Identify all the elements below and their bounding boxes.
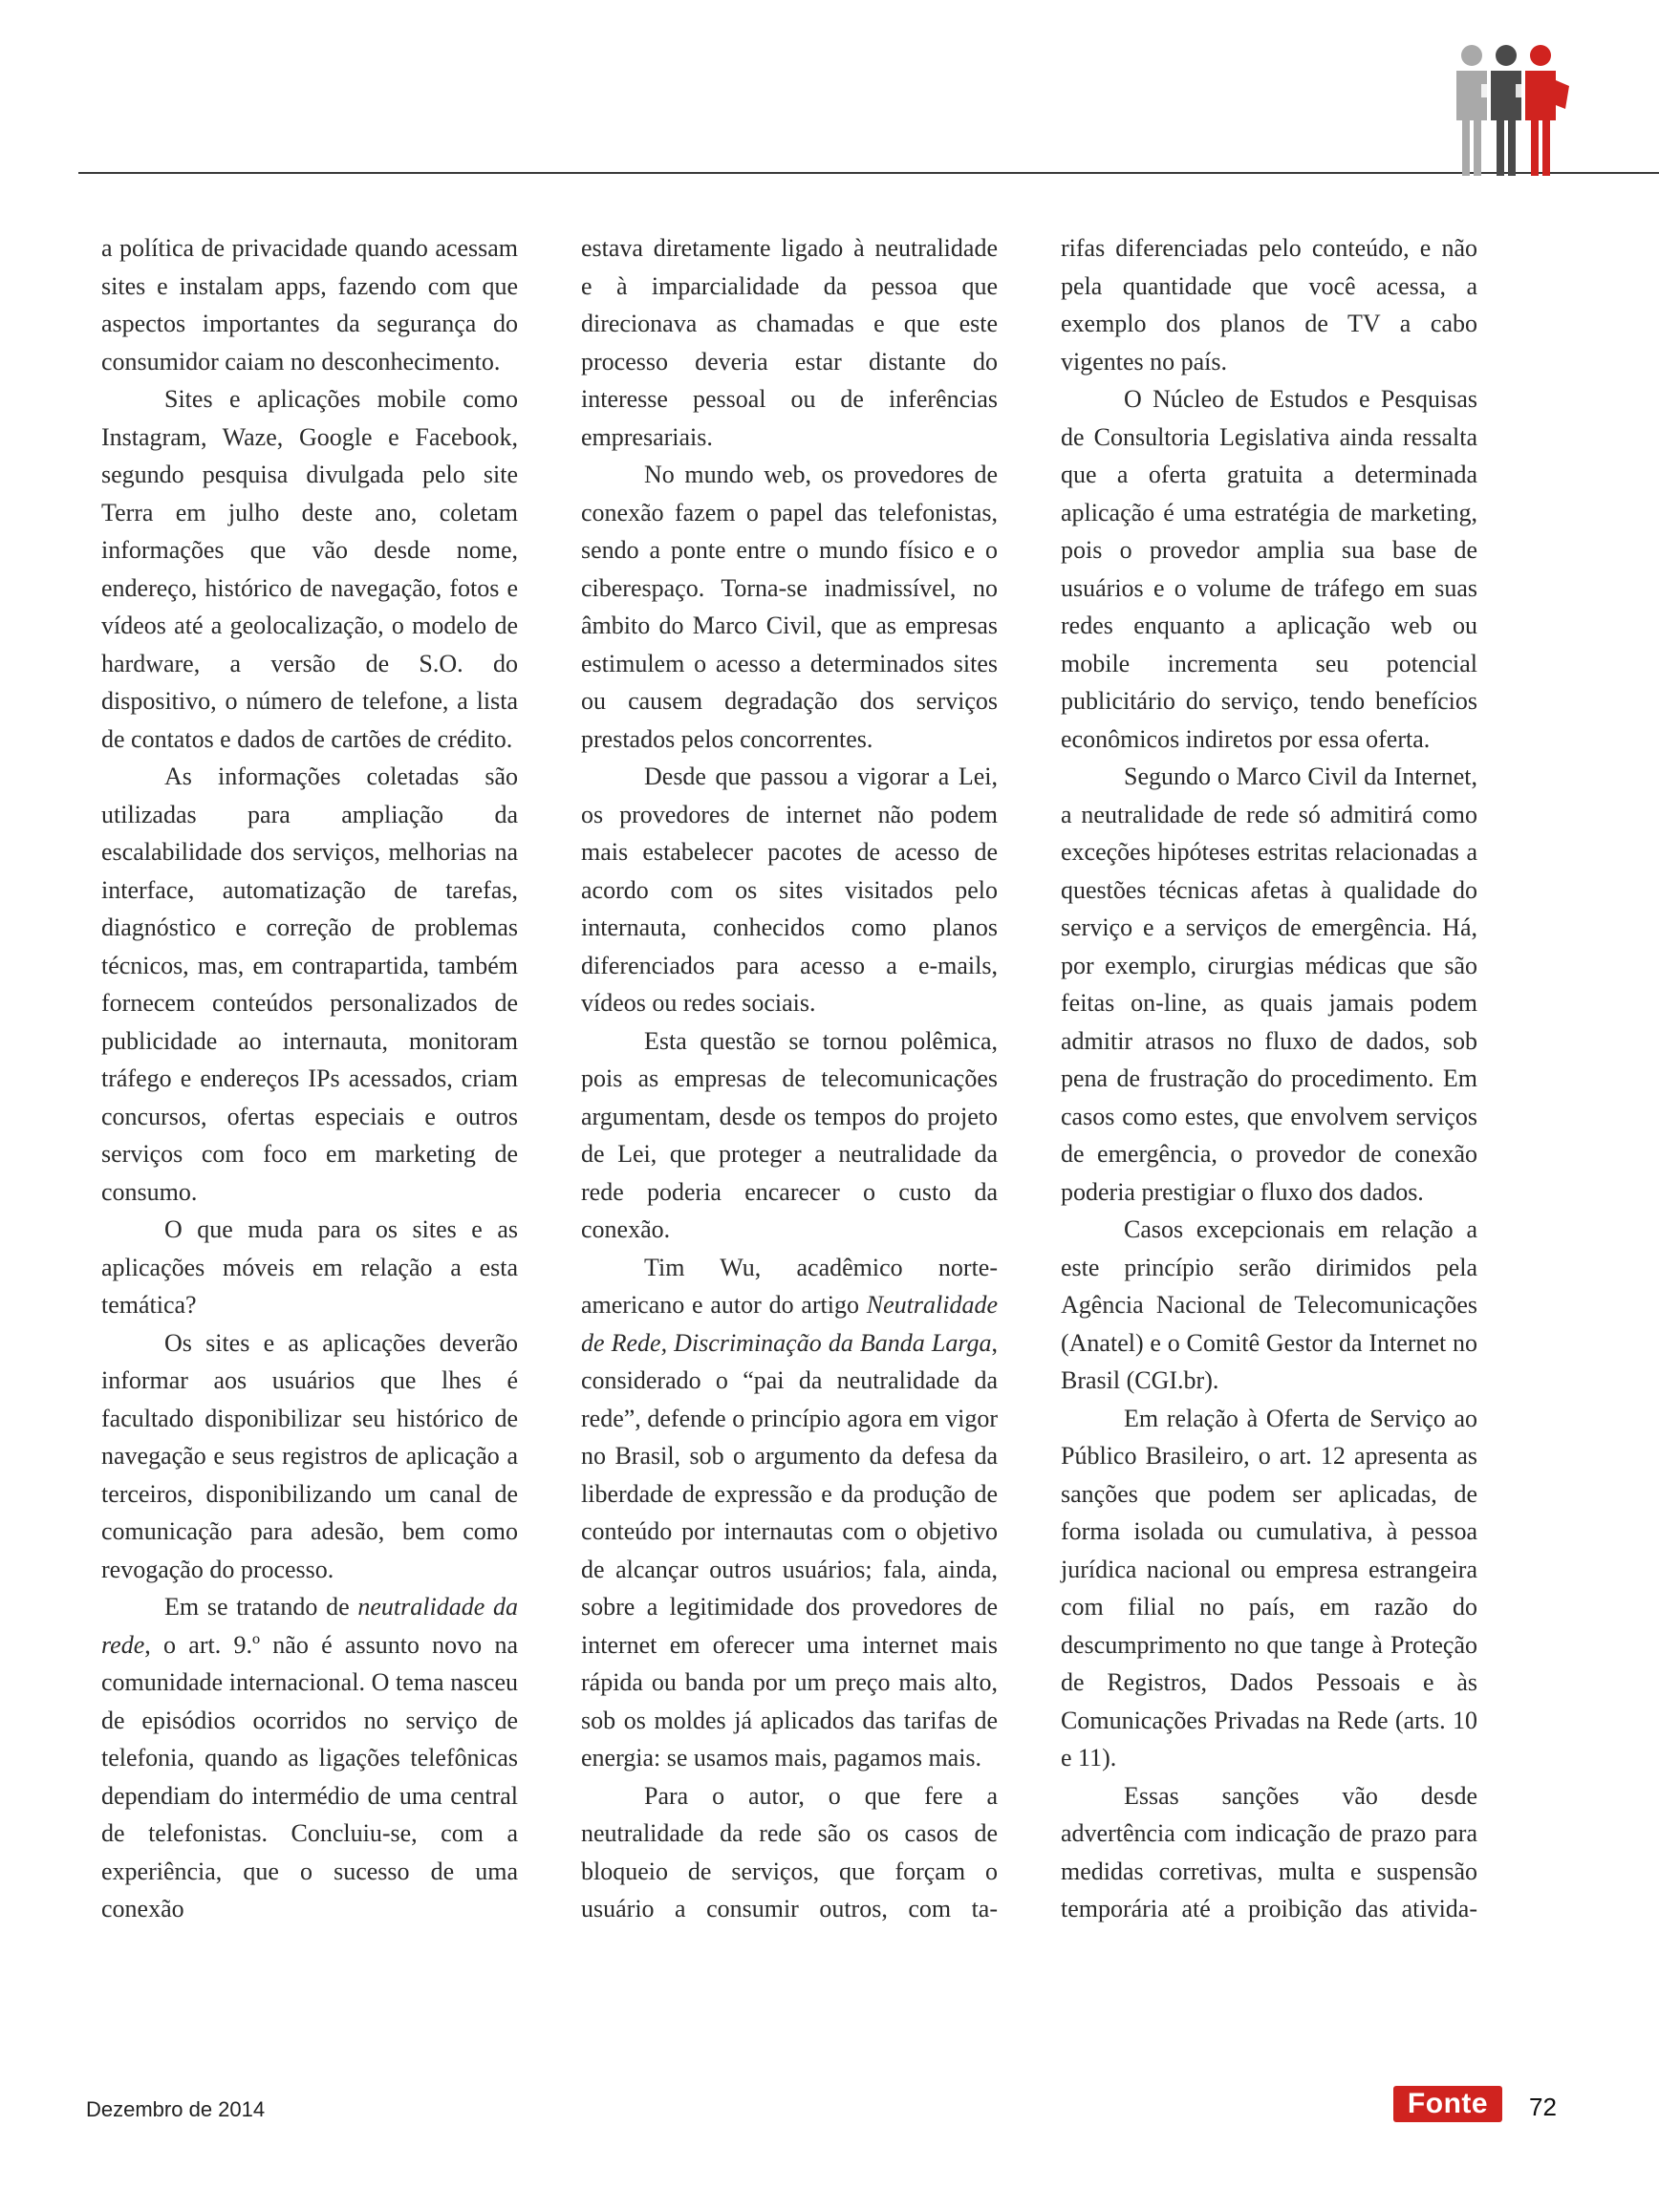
text-run: Essas sanções vão desde advertência com indicação de prazo para medidas corretivas, multa e suspensão temporária até a proibição das ativida- (1061, 1781, 1477, 1922)
paragraph (581, 1777, 998, 1928)
text-run: Sites e aplicações mobile como Instagram, Waze, Google e Facebook, segundo pesquisa divulgada pelo site Terra em julho deste ano, coletam informações que vão desde nome, endereço, histórico de navegação, fotos e vídeos até a geolocalização, o modelo de hardware, a versão de S.O. do dispositivo, o número de telefone, a lista de contatos e dados de cartões de crédito. (101, 385, 518, 753)
brand-logo-text: Fonte (1407, 2088, 1489, 2119)
paragraph (581, 456, 998, 758)
text-run: Segundo o Marco Civil da Internet, a neutralidade de rede só admitirá como exceções hipóteses estritas relacionadas a questões técnicas afetas à qualidade do serviço e a serviços de emergência. Há, por exemplo, cirurgias médicas que são feitas on-line, as quais jamais podem admitir atrasos no fluxo de dados, sob pena de frustração do procedimento. Em casos como estes, que envolvem serviços de emergência, o provedor de conexão poderia prestigiar o fluxo dos dados. (1061, 762, 1477, 1206)
text-run: , considerado o “pai da neutralidade da rede”, defende o princípio agora em vigor no Brasil, sob o argumento da defesa da liberdade de expressão e da produção de conteúdo por internautas com o objetivo de alcançar outros usuários; fala, ainda, sobre a legitimidade dos provedores de internet em oferecer uma internet mais rápida ou banda por um preço mais alto, sob os moldes já aplicados das tarifas de energia: se usamos mais, pagamos mais. (581, 1328, 998, 1772)
paragraph (1061, 380, 1477, 758)
text-run: Desde que passou a vigorar a Lei, os provedores de internet não podem mais estabelecer pacotes de acesso de acordo com os sites visitados pelo internauta, conhecidos como planos diferenciados para acesso a e-mails, vídeos ou redes sociais. (581, 762, 998, 1017)
paragraph-continued (1061, 229, 1477, 380)
text-run: Em se tratando de (164, 1593, 358, 1621)
text-run: , o art. 9.º não é assunto novo na comunidade internacional. O tema nasceu de episódios ocorridos no serviço de telefonia, quando as ligações telefônicas dependiam do intermédio de uma central de telefonistas. Concluiu-se, com a experiência, que o sucesso de uma conexão (101, 1630, 518, 1922)
paragraph (101, 1588, 518, 1928)
paragraph (581, 758, 998, 1022)
text-run: estava diretamente ligado à neutralidade e à imparcialidade da pessoa que direcionava as chamadas e que este processo deveria estar distante do interesse pessoal ou de inferências empresariais. (581, 234, 998, 451)
paragraph-continued (581, 229, 998, 456)
brand-logo (1393, 2086, 1502, 2122)
paragraph (1061, 1400, 1477, 1777)
header-rule (78, 172, 1659, 174)
text-run: a política de privacidade quando acessam sites e instalam apps, fazendo com que aspectos importantes da segurança do consumidor caiam no desconhecimento. (101, 234, 518, 376)
text-run: O que muda para os sites e as aplicações móveis em relação a esta temática? (101, 1215, 518, 1319)
text-run: Tim Wu, acadêmico norte-americano e autor do artigo (581, 1253, 998, 1319)
article-column-3 (1061, 229, 1477, 1928)
paragraph-continued (101, 229, 518, 380)
italic-text: neutralidade da rede (101, 1593, 518, 1659)
text-run: Casos excepcionais em relação a este princípio serão dirimidos pela Agência Nacional de Telecomunicações (Anatel) e o Comitê Gestor da Internet no Brasil (CGI.br). (1061, 1215, 1477, 1394)
text-run: No mundo web, os provedores de conexão fazem o papel das telefonistas, sendo a ponte entre o mundo físico e o ciberespaço. Torna-se inadmissível, no âmbito do Marco Civil, que as empresas estimulem o acesso a determinados sites ou causem degradação dos serviços prestados pelos concorrentes. (581, 461, 998, 753)
article-column-1 (101, 229, 518, 1928)
paragraph (101, 380, 518, 758)
article-column-2 (581, 229, 998, 1928)
paragraph (1061, 1777, 1477, 1928)
paragraph (101, 758, 518, 1211)
text-run: Para o autor, o que fere a neutralidade da rede são os casos de bloqueio de serviços, que forçam o usuário a consumir outros, com ta- (581, 1781, 998, 1922)
text-run: Os sites e as aplicações deverão informar aos usuários que lhes é facultado disponibilizar seu histórico de navegação e seus registros de aplicação a terceiros, disponibilizando um canal de comunicação para adesão, bem como revogação do processo. (101, 1328, 518, 1583)
paragraph (581, 1022, 998, 1249)
italic-text: Neutralidade de Rede, Discriminação da Banda Larga (581, 1291, 998, 1357)
text-run: Em relação à Oferta de Serviço ao Público Brasileiro, o art. 12 apresenta as sanções que podem ser aplicadas, de forma isolada ou cumulativa, à pessoa jurídica nacional ou empresa estrangeira com filial no país, em razão do descumprimento no que tange à Proteção de Registros, Dados Pessoais e às Comunicações Privadas na Rede (arts. 10 e 11). (1061, 1404, 1477, 1772)
issue-date: Dezembro de 2014 (86, 2097, 266, 2121)
page-number: 72 (1529, 2093, 1557, 2121)
people-figures-icon (1443, 42, 1586, 176)
text-run: Esta questão se tornou polêmica, pois as empresas de telecomunicações argumentam, desde os tempos do projeto de Lei, que proteger a neutralidade da rede poderia encarecer o custo da conexão. (581, 1026, 998, 1243)
paragraph (581, 1249, 998, 1777)
paragraph (101, 1324, 518, 1589)
text-run: As informações coletadas são utilizadas para ampliação da escalabilidade dos serviços, melhorias na interface, automatização de tarefas, diagnóstico e correção de problemas técnicos, mas, em contrapartida, também fornecem conteúdos personalizados de publicidade ao internauta, monitoram tráfego e endereços IPs acessados, criam concursos, ofertas especiais e outros serviços com foco em marketing de consumo. (101, 762, 518, 1206)
paragraph (1061, 758, 1477, 1211)
paragraph (101, 1211, 518, 1324)
paragraph (1061, 1211, 1477, 1400)
text-run: rifas diferenciadas pelo conteúdo, e não pela quantidade que você acessa, a exemplo dos planos de TV a cabo vigentes no país. (1061, 234, 1477, 376)
text-run: O Núcleo de Estudos e Pesquisas de Consultoria Legislativa ainda ressalta que a oferta gratuita a determinada aplicação é uma estratégia de marketing, pois o provedor amplia sua base de usuários e o volume de tráfego em suas redes enquanto a aplicação web ou mobile incrementa seu potencial publicitário do serviço, tendo benefícios econômicos indiretos por essa oferta. (1061, 385, 1477, 753)
